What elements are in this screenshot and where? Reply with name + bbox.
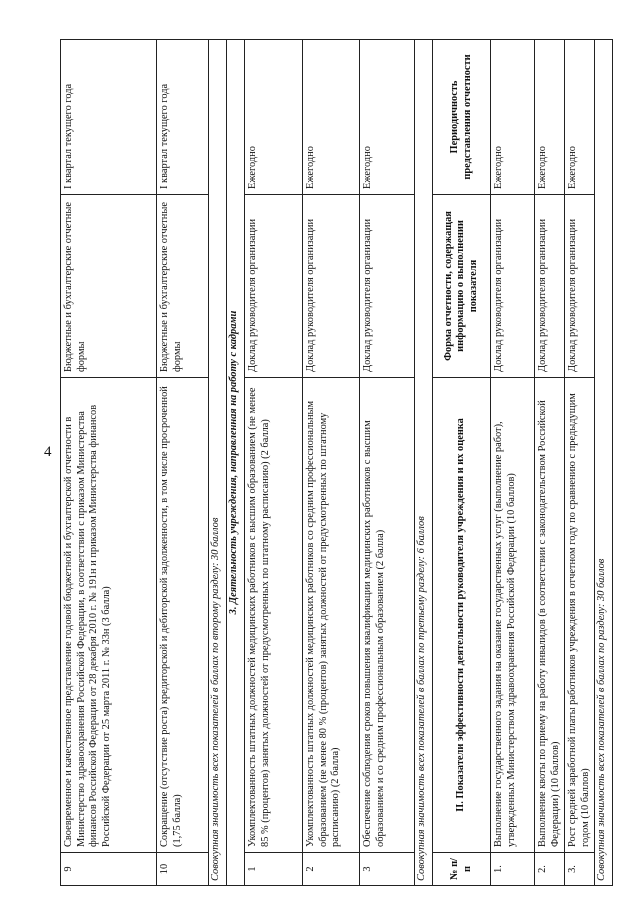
summary-text: Совокупная значимость всех показателей в баллах по второму разделу: 30 баллов <box>209 40 227 886</box>
indicator-text: Сокращение (отсутствие роста) кредиторской и дебиторской задолженности, в том числе просроченной (1,75 балла) <box>157 378 209 853</box>
report-period: I квартал текущего года <box>157 40 209 195</box>
header-period: Периодичность представления отчетности <box>433 40 491 195</box>
section-header-row <box>433 40 491 886</box>
header-number: № п/п <box>433 853 491 886</box>
row-number: 1 <box>245 853 303 886</box>
page-number: 4 <box>44 444 52 460</box>
indicator-text: Обеспечение соблюдения сроков повышения квалификации медицинских работников с высшим образованием и со средним профессиональным образованием (2 балла) <box>360 378 415 853</box>
indicator-text: Своевременное и качественное представление годовой бюджетной и бухгалтерской отчетности в Министерство здравоохранения Российской Федерации, в соответствии с приказом Министерства финансов Российской Федерации от 28 декабря 2010 г. № 191н и приказом Министерства финансов Российской Федерации от 25 марта 2011 г. № 33н (3 балла) <box>61 378 157 853</box>
section-heading <box>227 40 245 886</box>
report-period: Ежегодно <box>491 40 535 195</box>
report-period: Ежегодно <box>535 40 565 195</box>
table-row <box>565 40 595 886</box>
report-form: Доклад руководителя организации <box>245 195 303 378</box>
table-row <box>245 40 303 886</box>
rotated-table-container <box>60 40 607 886</box>
table-row <box>360 40 415 886</box>
section-summary <box>595 40 613 886</box>
section-title: 3. Деятельность учреждения, направленная на работу с кадрами <box>227 40 245 886</box>
indicator-text: Выполнение квоты по приему на работу инвалидов (в соответствии с законодательством Российской Федерации) (10 баллов) <box>535 378 565 853</box>
report-period: Ежегодно <box>565 40 595 195</box>
row-number: 1. <box>491 853 535 886</box>
report-period: Ежегодно <box>245 40 303 195</box>
section-summary <box>415 40 433 886</box>
indicators-table <box>60 39 613 886</box>
section-summary <box>209 40 227 886</box>
report-form: Доклад руководителя организации <box>565 195 595 378</box>
table-row <box>303 40 360 886</box>
row-number: 3. <box>565 853 595 886</box>
indicator-text: Рост средней заработной платы работников учреждения в отчетном году по сравнению с предыдущим годом (10 баллов) <box>565 378 595 853</box>
report-form: Бюджетные и бухгалтерские отчетные формы <box>61 195 157 378</box>
row-number: 3 <box>360 853 415 886</box>
table-row <box>61 40 157 886</box>
header-title: II. Показатели эффективности деятельности руководителя учреждения и их оценка <box>433 378 491 853</box>
summary-text: Совокупная значимость всех показателей в баллах по третьему разделу: 6 баллов <box>415 40 433 886</box>
table-row <box>157 40 209 886</box>
indicator-text: Укомплектованность штатных должностей медицинских работников со средним профессиональным образованием (не менее 80 % (процентов) занятых должностей от предусмотренных по штатному расписанию) (2 балла) <box>303 378 360 853</box>
report-form: Бюджетные и бухгалтерские отчетные формы <box>157 195 209 378</box>
row-number: 10 <box>157 853 209 886</box>
report-form: Доклад руководителя организации <box>535 195 565 378</box>
indicator-text: Выполнение государственного задания на оказание государственных услуг (выполнение работ), утвержденных Министерством здравоохранения Российской Федерации (10 баллов) <box>491 378 535 853</box>
report-form: Доклад руководителя организации <box>491 195 535 378</box>
row-number: 9 <box>61 853 157 886</box>
report-form: Доклад руководителя организации <box>360 195 415 378</box>
indicator-text: Укомплектованность штатных должностей медицинских работников с высшим образованием (не менее 85 % (процентов) занятых должностей от предусмотренных по штатному расписанию) (2 балла) <box>245 378 303 853</box>
summary-text: Совокупная значимость всех показателей в баллах по разделу: 30 баллов <box>595 40 613 886</box>
row-number: 2 <box>303 853 360 886</box>
report-period: Ежегодно <box>360 40 415 195</box>
row-number: 2. <box>535 853 565 886</box>
report-form: Доклад руководителя организации <box>303 195 360 378</box>
header-form: Форма отчетности, содержащая информацию о выполнении показателя <box>433 195 491 378</box>
table-row <box>535 40 565 886</box>
table-row <box>491 40 535 886</box>
report-period: I квартал текущего года <box>61 40 157 195</box>
report-period: Ежегодно <box>303 40 360 195</box>
